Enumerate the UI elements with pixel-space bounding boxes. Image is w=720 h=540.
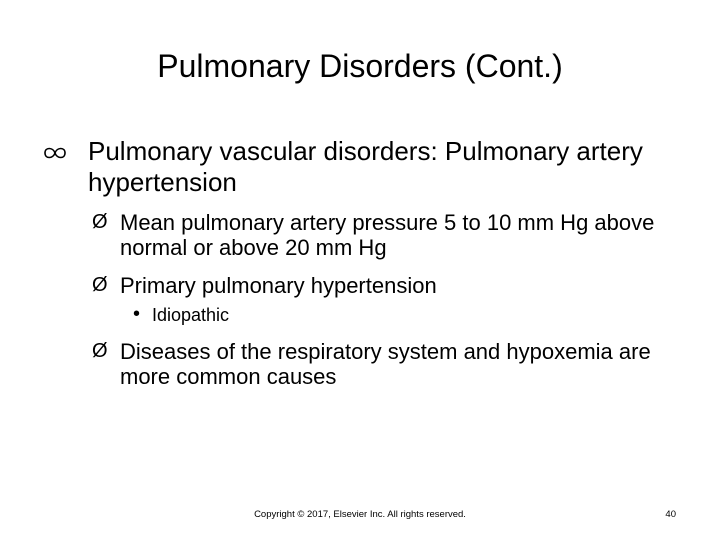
copyright-footer: Copyright © 2017, Elsevier Inc. All rights reserved. [254, 509, 466, 520]
list-item: Primary pulmonary hypertension [120, 273, 437, 298]
list-item: Diseases of the respiratory system and hypoxemia are more common causes [120, 339, 651, 389]
dot-bullet-icon: • [133, 303, 141, 325]
arrow-bullet-icon: Ø [92, 274, 108, 296]
loop-bullet-icon [42, 144, 68, 162]
page-number: 40 [665, 509, 676, 520]
bullet-level1: Pulmonary vascular disorders: Pulmonary artery hypertension [88, 136, 643, 197]
arrow-bullet-icon: Ø [92, 211, 108, 233]
sub-list-item: Idiopathic [152, 305, 230, 325]
arrow-bullet-icon: Ø [92, 340, 108, 362]
list-item: Mean pulmonary artery pressure 5 to 10 mm Hg above normal or above 20 mm Hg [120, 210, 655, 260]
slide-title: Pulmonary Disorders (Cont.) [157, 48, 563, 84]
